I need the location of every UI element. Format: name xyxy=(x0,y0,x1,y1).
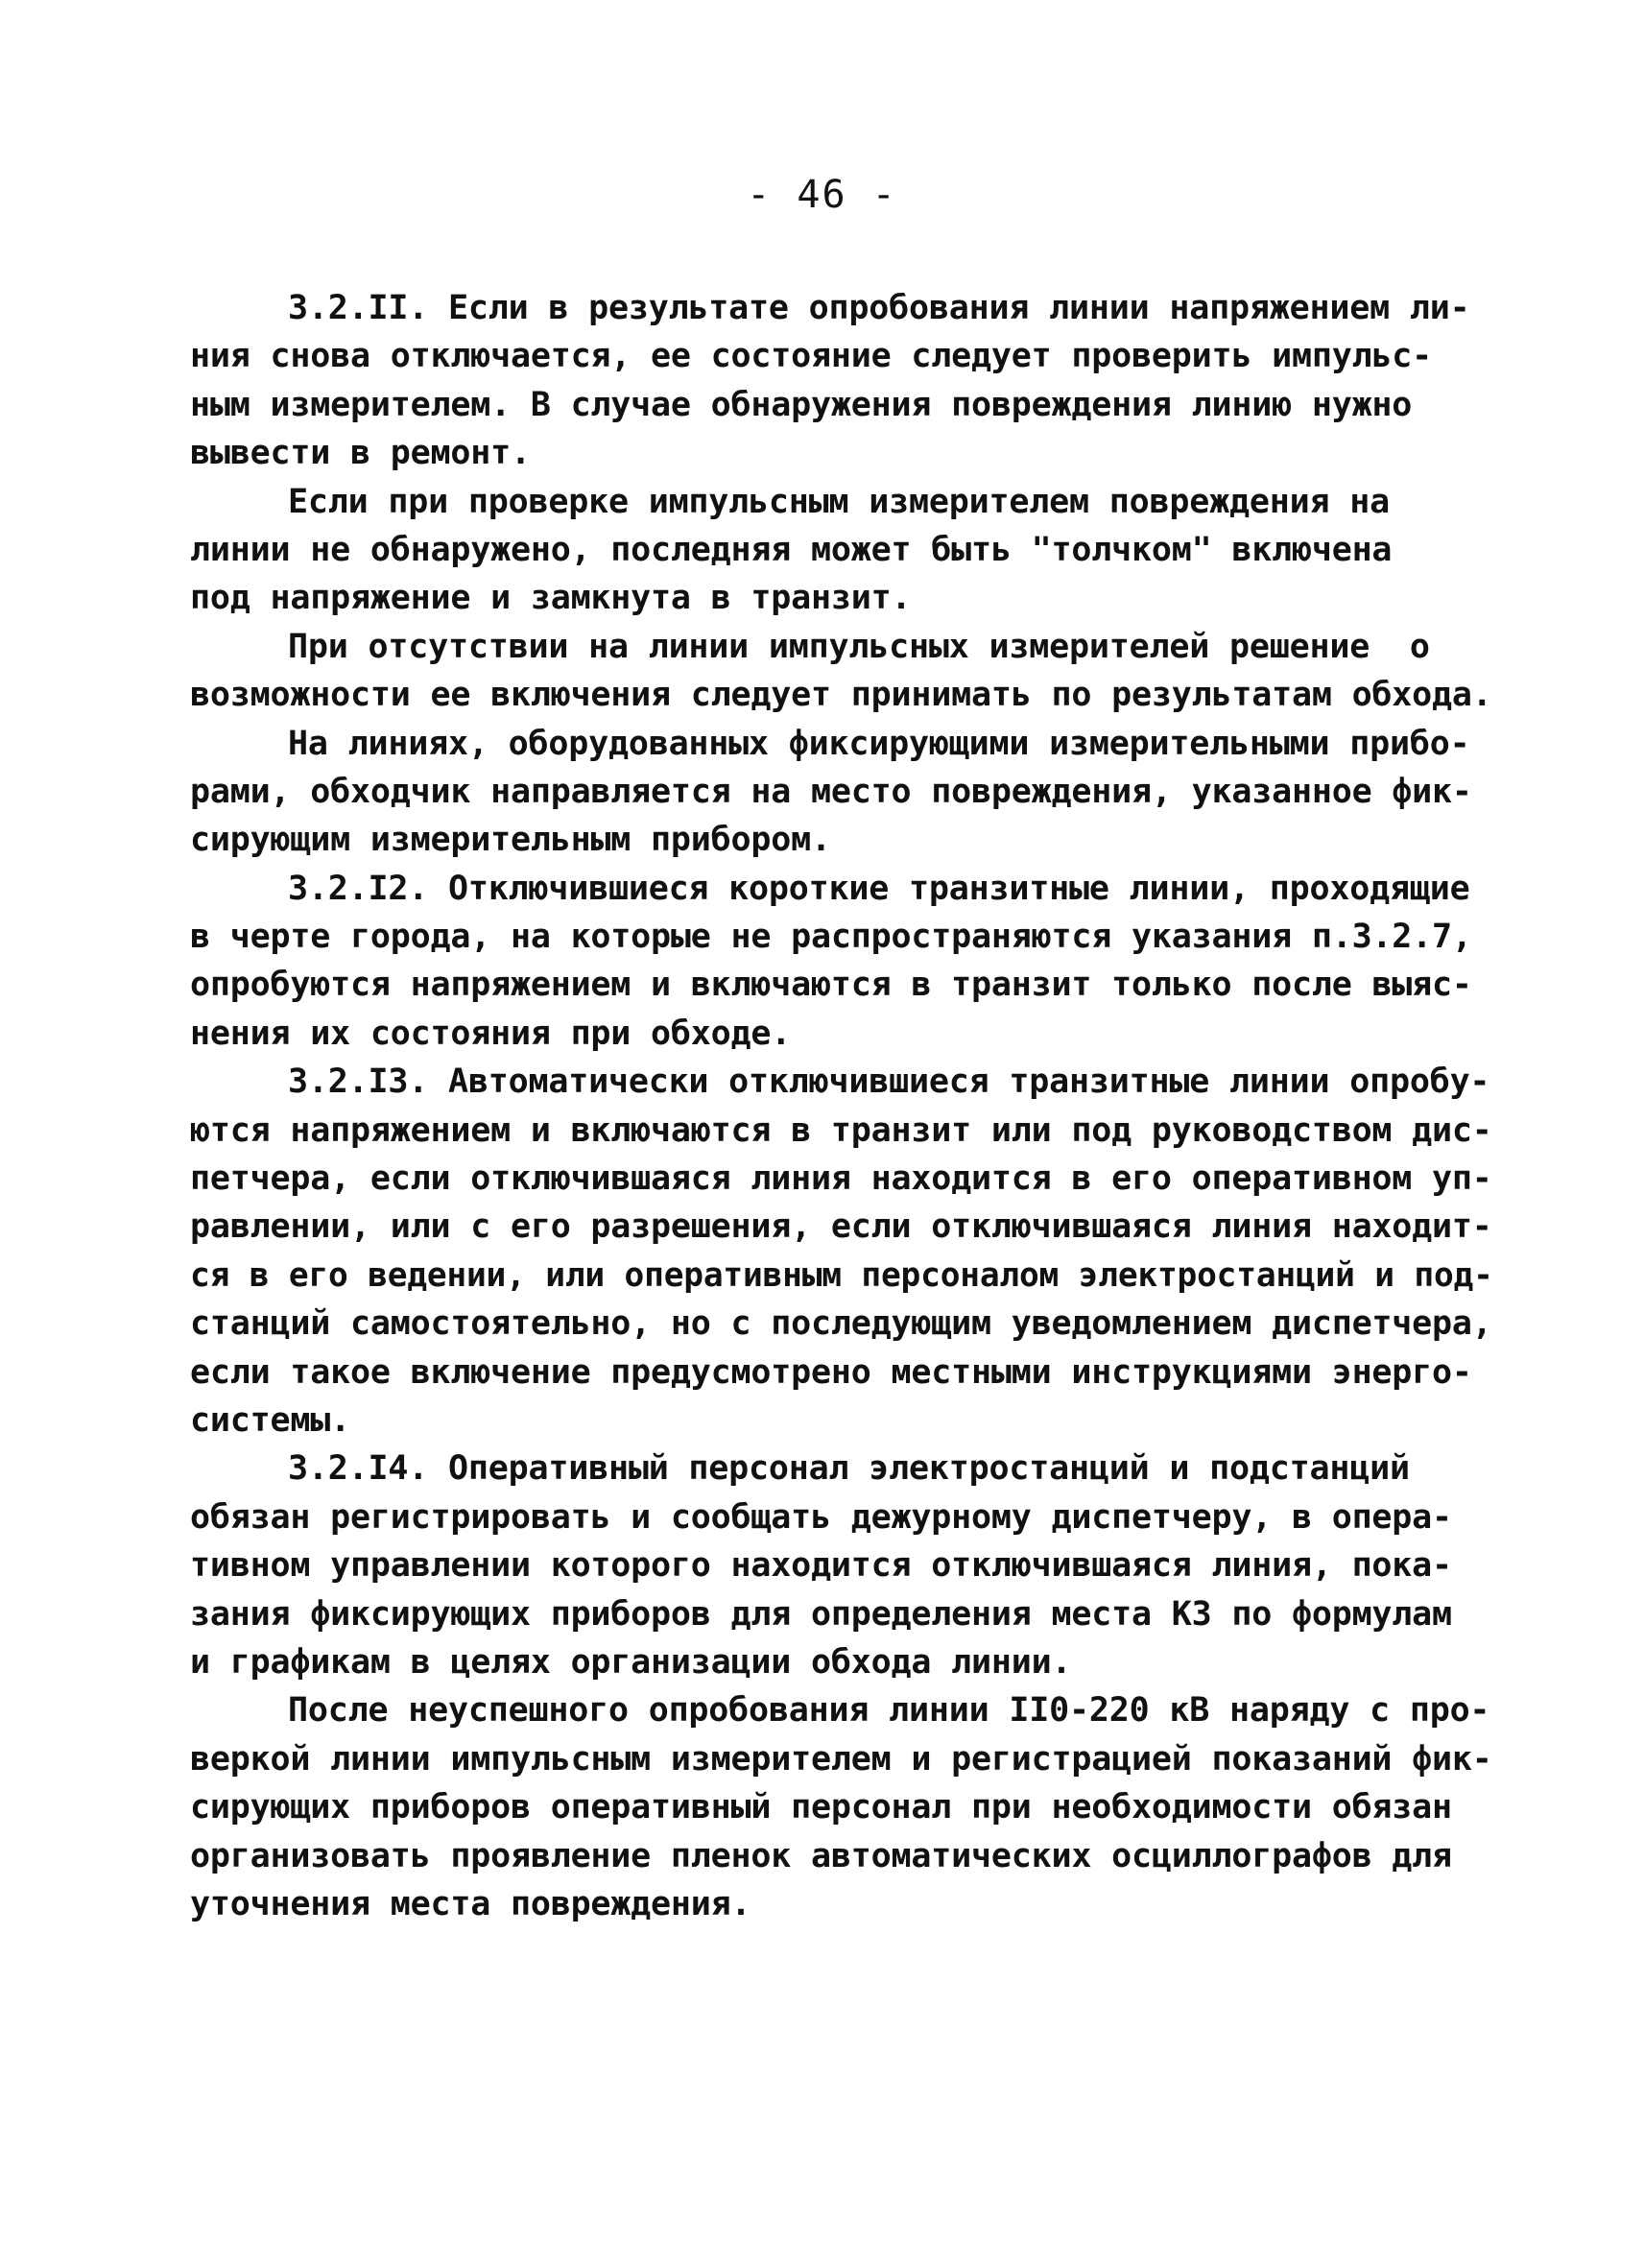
text-line: рами, обходчик направляется на место повреждения, указанное фик- xyxy=(190,772,1472,811)
text-line: вывести в ремонт. xyxy=(190,434,531,473)
text-line: Если при проверке импульсным измерителем повреждения на xyxy=(288,482,1390,521)
text-line: под напряжение и замкнута в транзит. xyxy=(190,579,912,618)
text-line: 3.2.I3. Автоматически отключившиеся транзитные линии опробу- xyxy=(288,1062,1490,1102)
text-line: сирующим измерительным прибором. xyxy=(190,821,831,860)
text-line: станций самостоятельно, но с последующим уведомлением диспетчера, xyxy=(190,1304,1492,1344)
text-line: 3.2.I4. Оперативный персонал электростанций и подстанций xyxy=(288,1449,1410,1489)
text-line: ся в его ведении, или оперативным персоналом электростанций и под- xyxy=(190,1255,1493,1295)
text-line: организовать проявление пленок автоматических осциллографов для xyxy=(190,1836,1452,1875)
text-line: нения их состояния при обходе. xyxy=(190,1014,792,1053)
text-line: При отсутствии на линии импульсных измерителей решение о xyxy=(288,627,1430,666)
text-line: 3.2.I2. Отключившиеся короткие транзитные линии, проходящие xyxy=(288,869,1470,908)
text-line: ным измерителем. В случае обнаружения повреждения линию нужно xyxy=(190,385,1413,424)
text-line: петчера, если отключившаяся линия находится в его оперативном уп- xyxy=(190,1159,1492,1199)
text-line: 3.2.II. Если в результате опробования линии напряжением ли- xyxy=(288,289,1470,327)
page-number: - 46 - xyxy=(747,173,897,217)
text-line: обязан регистрировать и сообщать дежурному диспетчеру, в опера- xyxy=(190,1497,1452,1537)
text-line: системы. xyxy=(190,1400,350,1440)
text-line: ния снова отключается, ее состояние следует проверить импульс- xyxy=(190,337,1433,376)
text-line: На линиях, оборудованных фиксирующими измерительными прибо- xyxy=(288,724,1470,763)
text-line: уточнения места повреждения. xyxy=(190,1884,751,1923)
text-line: ются напряжением и включаются в транзит или под руководством дис- xyxy=(190,1110,1492,1150)
text-line: равлении, или с его разрешения, если отключившаяся линия находит- xyxy=(190,1207,1492,1247)
text-line: если такое включение предусмотрено местными инструкциями энерго- xyxy=(190,1352,1472,1392)
text-line: зания фиксирующих приборов для определения места КЗ по формулам xyxy=(190,1594,1452,1634)
text-line: После неуспешного опробования линии II0-220 кВ наряду с про- xyxy=(288,1691,1490,1731)
text-line: линии не обнаружено, последняя может быть "толчком" включена xyxy=(190,530,1393,569)
text-line: сирующих приборов оперативный персонал при необходимости обязан xyxy=(190,1788,1452,1827)
text-line: тивном управлении которого находится отключившаяся линия, пока- xyxy=(190,1546,1452,1586)
text-line: в черте города, на которые не распространяются указания п.3.2.7, xyxy=(190,918,1472,957)
text-line: возможности ее включения следует принимать по результатам обхода. xyxy=(190,676,1492,715)
document-body xyxy=(190,284,1505,1928)
text-line: и графикам в целях организации обхода линии. xyxy=(190,1642,1072,1682)
text-line: веркой линии импульсным измерителем и регистрацией показаний фик- xyxy=(190,1739,1492,1779)
text-line: опробуются напряжением и включаются в транзит только после выяс- xyxy=(190,966,1472,1005)
